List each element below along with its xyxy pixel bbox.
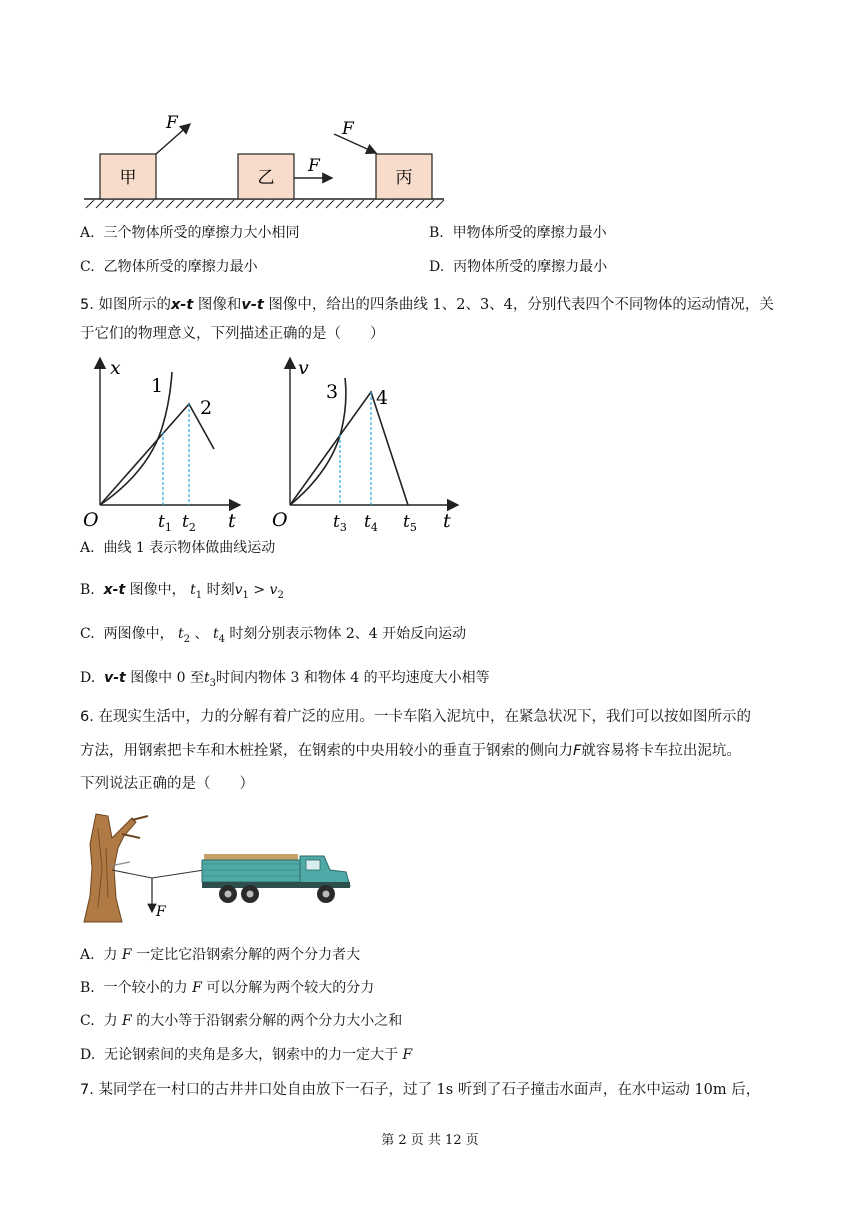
- q6-option-d: D. 无论钢索间的夹角是多大，钢索中的力一定大于 F: [80, 1047, 413, 1063]
- xt-curve-label-2: 2: [200, 397, 213, 419]
- q4-option-c: C. 乙物体所受的摩擦力最小: [80, 259, 258, 275]
- q4-figure: [78, 108, 450, 214]
- vt-origin: O: [272, 509, 288, 531]
- figure-force-label: F: [156, 904, 166, 920]
- xt-y-label: x: [110, 357, 121, 379]
- vt-tick-t5: $t_5$: [403, 512, 417, 534]
- q5-option-d: D. v-t 图像中 0 至$t_3$时间内物体 3 和物体 4 的平均速度大小相等: [80, 670, 490, 689]
- xt-tick-t1: $t_1$: [158, 512, 172, 534]
- q4-option-a: A. 三个物体所受的摩擦力大小相同: [80, 225, 300, 241]
- vt-y-label: v: [298, 357, 309, 379]
- q5-graph-xt: [78, 352, 248, 534]
- block-label-jia: 甲: [119, 168, 137, 188]
- q5-stem-line2: 于它们的物理意义，下列描述正确的是（ ）: [80, 326, 385, 342]
- xt-line-2: [100, 404, 214, 505]
- q5-option-b: B. x-t 图像中， $t_1$ 时刻$v_1 > v_2$: [80, 582, 284, 601]
- xt-curve-label-1: 1: [151, 375, 164, 397]
- q5-graph-vt: [270, 352, 465, 534]
- page-footer: 第 2 页 共 12 页: [381, 1133, 479, 1148]
- q6-stem-line2: 方法，用钢索把卡车和木桩拴紧，在钢索的中央用较小的垂直于钢索的侧向力F就容易将卡车拉出泥坑。: [80, 743, 741, 759]
- q6-option-a: A. 力 F 一定比它沿钢索分解的两个分力者大: [80, 947, 361, 963]
- force-label-bing: F: [342, 119, 354, 139]
- xt-tick-t2: $t_2$: [182, 512, 196, 534]
- vt-tick-t4: $t_4$: [364, 512, 378, 534]
- vt-curve-label-4: 4: [376, 387, 389, 409]
- vt-curve-label-3: 3: [326, 381, 339, 403]
- force-label-yi: F: [308, 156, 320, 176]
- block-label-yi: 乙: [257, 168, 275, 188]
- tree-stump-icon: [84, 814, 148, 922]
- xt-x-label: t: [228, 510, 236, 532]
- q6-stem-line3: 下列说法正确的是（ ）: [80, 776, 254, 792]
- q6-figure: [78, 808, 353, 930]
- q6-stem-line1: 6. 在现实生活中，力的分解有着广泛的应用。一卡车陷入泥坑中，在紧急状况下，我们可以按如图所示的: [80, 709, 751, 725]
- truck-icon: [202, 854, 350, 903]
- q6-option-b: B. 一个较小的力 F 可以分解为两个较大的分力: [80, 980, 375, 996]
- q5-option-c: C. 两图像中， $t_2$ 、 $t_4$ 时刻分别表示物体 2、4 开始反向运动: [80, 626, 467, 645]
- steel-cable: [112, 870, 204, 878]
- q6-option-c: C. 力 F 的大小等于沿钢索分解的两个分力大小之和: [80, 1013, 403, 1029]
- force-label-jia: F: [166, 113, 178, 133]
- block-label-bing: 丙: [395, 168, 413, 188]
- force-arrow-bing: [334, 134, 376, 153]
- vt-x-label: t: [443, 510, 451, 532]
- q5-option-a: A. 曲线 1 表示物体做曲线运动: [80, 540, 276, 556]
- xt-origin: O: [83, 509, 99, 531]
- q7-stem: 7. 某同学在一村口的古井井口处自由放下一石子，过了 1s 听到了石子撞击水面声，在水中运动 10m 后，: [80, 1082, 761, 1098]
- vt-tick-t3: $t_3$: [333, 512, 347, 534]
- q5-stem-line1: 5. 如图所示的x-t 图像和v-t 图像中，给出的四条曲线 1、2、3、4，分别代表四个不同物体的运动情况，关: [80, 297, 774, 313]
- q4-option-b: B. 甲物体所受的摩擦力最小: [429, 225, 607, 241]
- q4-option-d: D. 丙物体所受的摩擦力最小: [429, 259, 608, 275]
